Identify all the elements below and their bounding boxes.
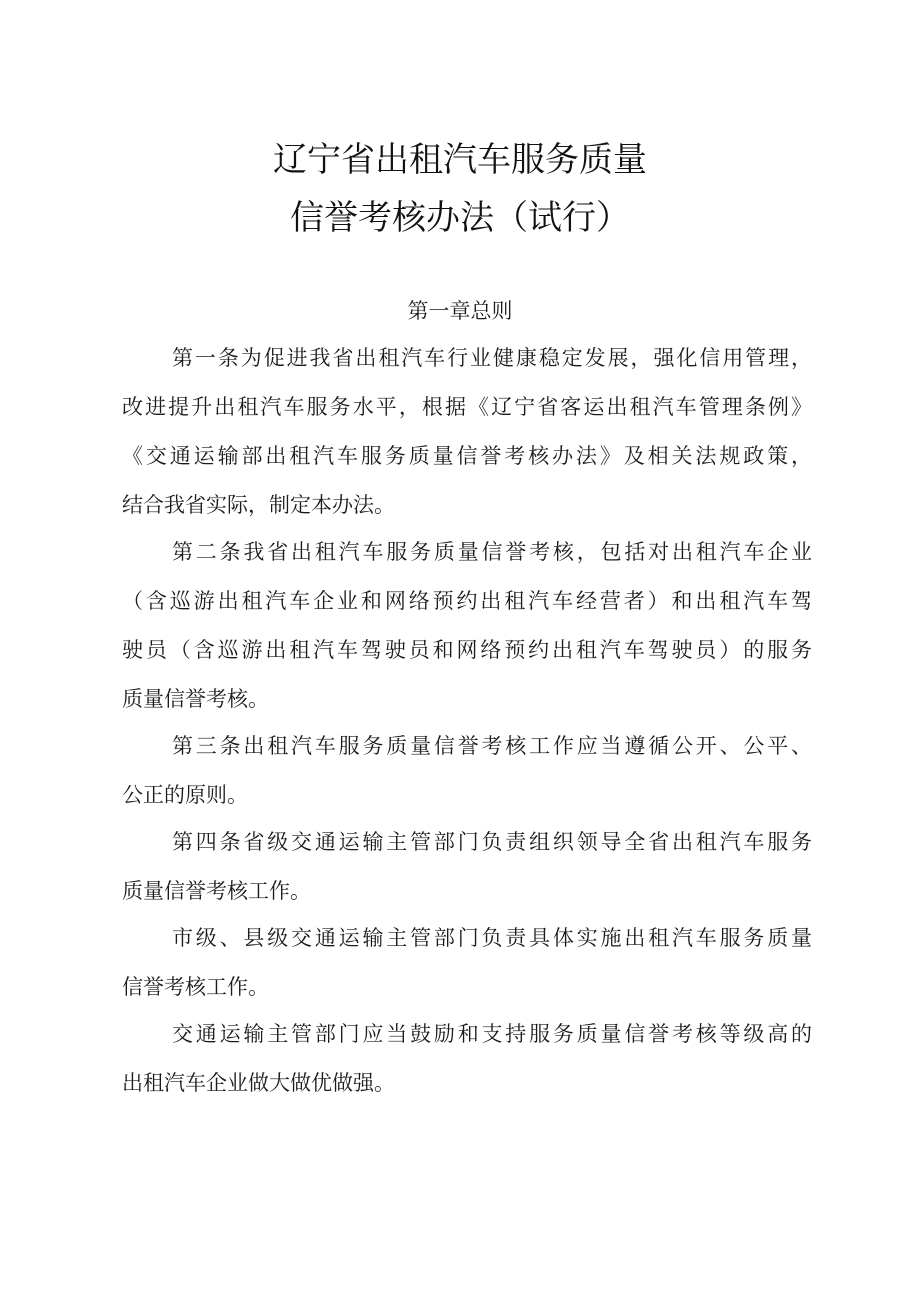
paragraph-line: 驶员（含巡游出租汽车驾驶员和网络预约出租汽车驾驶员）的服务 — [122, 638, 812, 662]
paragraph-line: 改进提升出租汽车服务水平，根据《辽宁省客运出租汽车管理条例》 — [122, 395, 812, 419]
paragraph-line: 质量信誉考核。 — [122, 687, 269, 711]
paragraph-line: 出租汽车企业做大做优做强。 — [122, 1071, 395, 1095]
paragraph-line: 市级、县级交通运输主管部门负责具体实施出租汽车服务质量 — [172, 926, 812, 950]
paragraph-line: 《交通运输部出租汽车服务质量信誉考核办法》及相关法规政策， — [122, 444, 812, 468]
paragraph-line: 质量信誉考核工作。 — [122, 879, 311, 903]
document-title-line-1: 辽宁省出租汽车服务质量 — [273, 140, 647, 180]
paragraph-line: 第三条出租汽车服务质量信誉考核工作应当遵循公开、公平、 — [172, 734, 812, 758]
paragraph-line: 结合我省实际，制定本办法。 — [122, 493, 395, 517]
paragraph-line: 交通运输主管部门应当鼓励和支持服务质量信誉考核等级高的 — [172, 1022, 812, 1046]
document-title-line-2: 信誉考核办法（试行） — [290, 198, 630, 238]
paragraph-line: 第一条为促进我省出租汽车行业健康稳定发展，强化信用管理， — [172, 346, 812, 370]
chapter-heading: 第一章总则 — [407, 299, 513, 323]
paragraph-line: 第四条省级交通运输主管部门负责组织领导全省出租汽车服务 — [172, 830, 812, 854]
paragraph-line: （含巡游出租汽车企业和网络预约出租汽车经营者）和出租汽车驾 — [122, 589, 812, 613]
paragraph-line: 信誉考核工作。 — [122, 975, 269, 999]
paragraph-line: 公正的原则。 — [122, 783, 248, 807]
paragraph-line: 第二条我省出租汽车服务质量信誉考核，包括对出租汽车企业 — [172, 540, 812, 564]
